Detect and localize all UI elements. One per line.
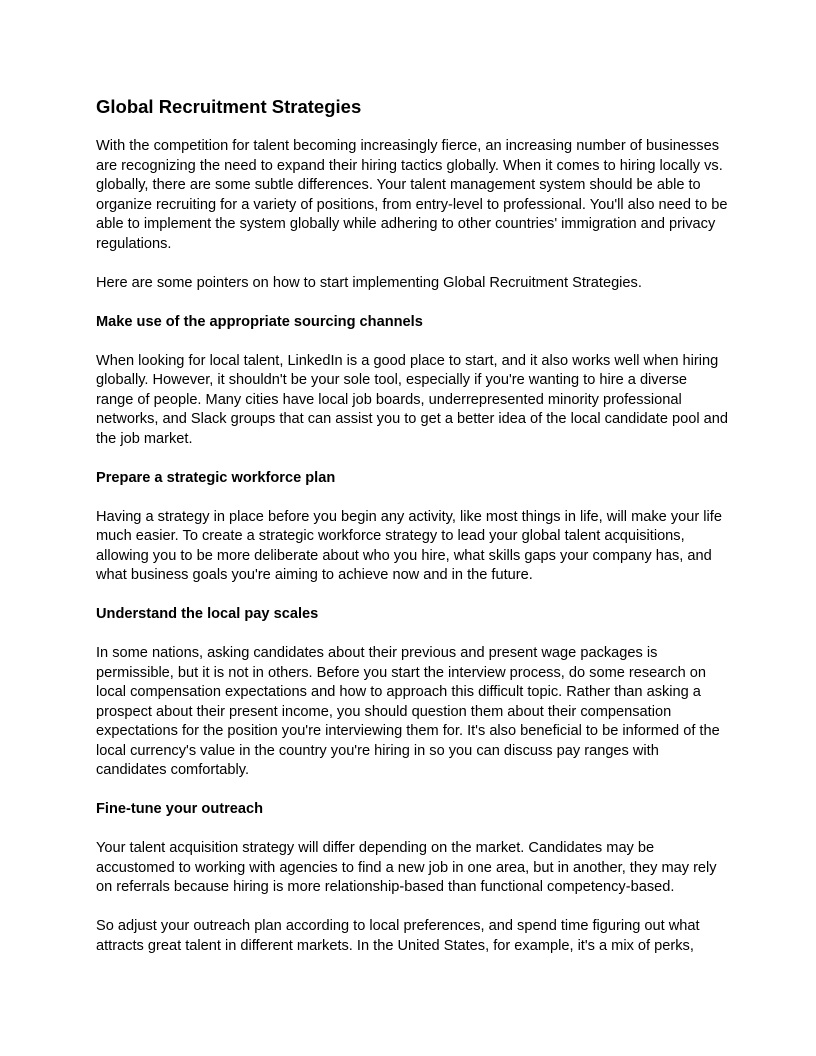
document-title: Global Recruitment Strategies: [96, 96, 362, 117]
section-heading-workforce-plan: Prepare a strategic workforce plan: [96, 469, 336, 486]
section-body-pay-scales: In some nations, asking candidates about their previous and present wage packages is permissible, but it is not in others. Before you start the interview process, do some research on local compensation expectations and how to approach this difficult topic. Rather than asking a prospect about their present income, you should question them about their compensation expectations for the position you're interviewing them for. It's also beneficial to be informed of the local currency's value in the country you're hiring in so you can discuss pay ranges with candidates comfortably.: [96, 645, 720, 778]
intro-paragraph: With the competition for talent becoming increasingly fierce, an increasing number of businesses are recognizing the need to expand their hiring tactics globally. When it comes to hiring locally vs. globally, there are some subtle differences. Your talent management system should be able to organize recruiting for a variety of positions, from entry-level to professional. You'll also need to be able to implement the system globally while adhering to other countries' immigration and privacy regulations.: [96, 138, 728, 252]
section-heading-outreach: Fine-tune your outreach: [96, 801, 264, 817]
section-body-outreach: Your talent acquisition strategy will differ depending on the market. Candidates may be accustomed to working with agencies to find a new job in one area, but in another, they may rely on referrals because hiring is more relationship-based than functional competency-based.: [96, 840, 717, 895]
section-body-sourcing: When looking for local talent, LinkedIn is a good place to start, and it also works well when hiring globally. However, it shouldn't be your sole tool, especially if you're wanting to hire a diverse range of people. Many cities have local job boards, underrepresented minority professional networks, and Slack groups that can assist you to get a better idea of the local candidate pool and the job market.: [96, 352, 728, 447]
section-body-workforce-plan: Having a strategy in place before you begin any activity, like most things in life, will make your life much easier. To create a strategic workforce strategy to lead your global talent acquisitions, allowing you to be more deliberate about who you hire, what skills gaps your company has, and what business goals you're aiming to achieve now and in the future.: [96, 508, 722, 583]
section-body-outreach-continued: So adjust your outreach plan according to local preferences, and spend time figuring out what attracts great talent in different markets. In the United States, for example, it's a mix of perks,: [96, 918, 700, 954]
section-heading-pay-scales: Understand the local pay scales: [96, 606, 319, 622]
document-page: [96, 94, 728, 976]
pointers-paragraph: Here are some pointers on how to start implementing Global Recruitment Strategies.: [96, 274, 642, 291]
section-heading-sourcing: Make use of the appropriate sourcing channels: [96, 313, 423, 330]
